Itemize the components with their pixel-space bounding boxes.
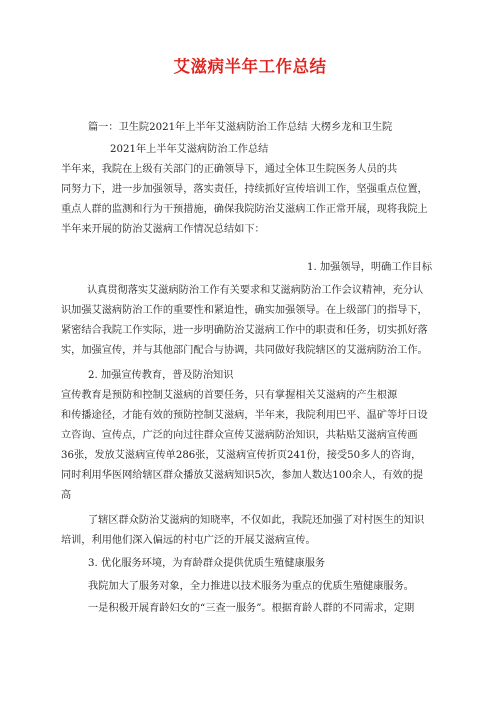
paragraph-line: 一是积极开展育龄妇女的“三查一服务”。根据育龄人群的不同需求，定期 [88, 603, 415, 614]
paragraph-line: 宣传教育是预防和控制艾滋病的首要任务，只有掌握相关艾滋病的产生根源 [61, 390, 398, 401]
paragraph-line: 了辖区群众防治艾滋病的知晓率，不仅如此，我院还加强了对村医生的知识 [88, 515, 425, 526]
paragraph-line: 认真贯彻落实艾滋病防治工作有关要求和艾滋病防治工作会议精神，充分认 [87, 285, 424, 296]
paragraph-line: 同时利用华医网给辖区群众播放艾滋病知识5次，参加人数达100余人，有效的提 [61, 470, 424, 481]
paragraph-line: 重点人群的监测和行为干预措施，确保我院防治艾滋病工作正常开展，现将我院上 [61, 204, 428, 215]
paragraph-line: 我院加大了服务对象，全力推进以技术服务为重点的优质生殖健康服务。 [88, 581, 414, 592]
heading-line: 篇一：卫生院2021年上半年艾滋病防治工作总结 大楞乡龙和卫生院 [88, 122, 393, 133]
paragraph-line: 36张，发放艾滋病宣传单286张，艾滋病宣传折页241份，接受50多人的咨询， [61, 450, 422, 461]
section-heading: 3. 优化服务环境，为育龄群众提供优质生殖健康服务 [88, 558, 326, 569]
paragraph-line: 同努力下，进一步加强领导，落实责任，持续抓好宣传培训工作，坚强重点位置， [61, 184, 428, 195]
paragraph-line: 半年来，我院在上级有关部门的正确领导下，通过全体卫生院医务人员的共 [61, 164, 398, 175]
paragraph-line: 实，加强宣传，并与其他部门配合与协调，共同做好我院辖区的艾滋病防治工作。 [61, 345, 428, 356]
section-heading: 1. 加强领导，明确工作目标 [307, 262, 433, 273]
paragraph-line: 紧密结合我院工作实际，进一步明确防治艾滋病工作中的职责和任务，切实抓好落 [61, 325, 428, 336]
document-title: 艾滋病半年工作总结 [173, 57, 327, 76]
paragraph-line: 和传播途径，才能有效的预防控制艾滋病，半年来，我院利用巴平、温矿等圩日设 [61, 410, 428, 421]
paragraph-line: 高 [61, 490, 72, 501]
section-heading: 2. 加强宣传教育，普及防治知识 [88, 370, 234, 381]
paragraph-line: 立咨询、宣传点，广泛的向过往群众宣传艾滋病防治知识，共粘贴艾滋病宣传画 [61, 430, 418, 441]
subheading-line: 2021年上半年艾滋病防治工作总结 [110, 144, 269, 155]
paragraph-line: 识加强艾滋病防治工作的重要性和紧迫性，确实加强领导。在上级部门的指导下， [61, 305, 428, 316]
paragraph-line: 培训，利用他们深入偏远的村屯广泛的开展艾滋病宣传。 [61, 535, 316, 546]
paragraph-line: 半年来开展的防治艾滋病工作情况总结如下： [61, 224, 265, 235]
